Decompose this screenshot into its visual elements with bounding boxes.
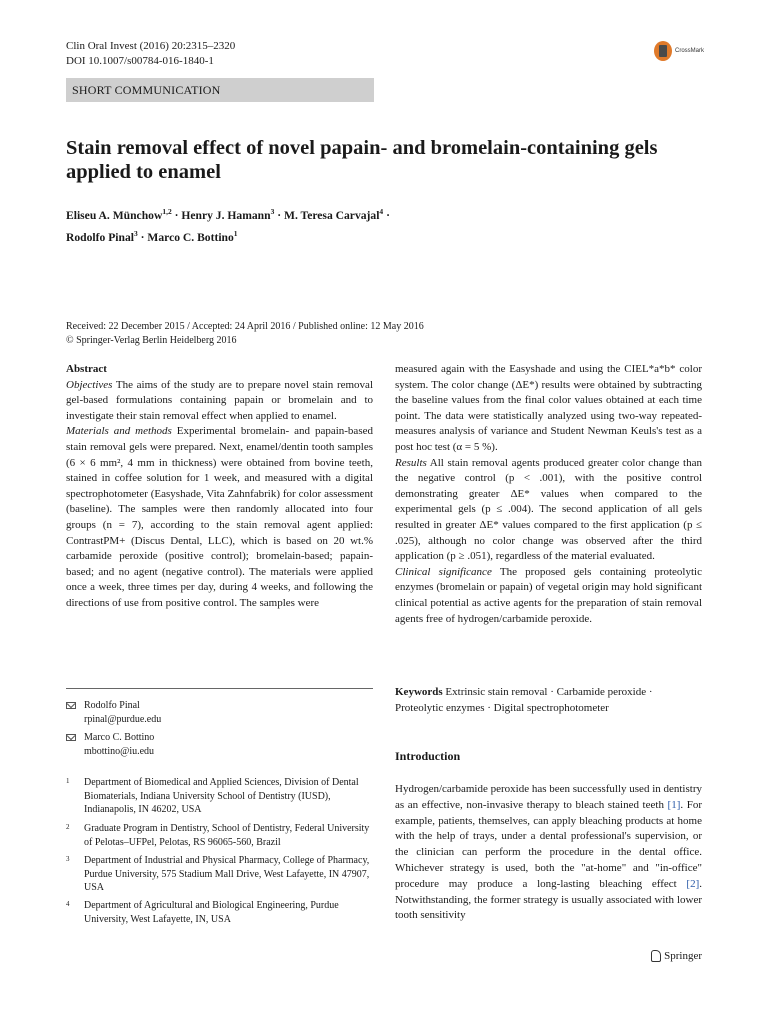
correspondence-name: Marco C. Bottino: [84, 732, 155, 743]
author-separator: ·: [137, 230, 148, 244]
affiliation-number: 1: [66, 777, 70, 785]
author-name[interactable]: M. Teresa Carvajal: [284, 208, 380, 222]
affiliation-text: Graduate Program in Dentistry, School of Dentistry, Federal University of Pelotas–UFPel, Pelotas, RS 96065-560, Brazil: [84, 823, 370, 848]
springer-horse-icon: [651, 950, 661, 962]
keywords-text: Extrinsic stain removal · Carbamide peroxide · Proteolytic enzymes · Digital spectrophotometer: [395, 686, 653, 714]
abstract-results: [395, 456, 702, 565]
author-separator: ·: [274, 208, 284, 222]
affiliation-number: 4: [66, 900, 70, 908]
footnote-divider: [66, 688, 373, 689]
affiliation-item: [66, 899, 373, 926]
objectives-text: The aims of the study are to prepare novel stain removal gel-based formulations containing papain or bromelain and to investigate their stain removal effect when applied to enamel.: [66, 378, 373, 422]
citation-link[interactable]: [1]: [667, 798, 681, 811]
author-affil-sup: 1,2: [162, 207, 172, 216]
methods-label: Materials and methods: [66, 425, 172, 438]
author-name[interactable]: Henry J. Hamann: [181, 208, 271, 222]
abstract-objectives: [66, 378, 373, 425]
abstract-column-left: [66, 362, 373, 612]
author-separator: ·: [383, 208, 390, 222]
author-affil-sup: 4: [379, 207, 384, 216]
correspondence-item: [66, 731, 154, 758]
author-affil-sup: 1: [233, 228, 238, 238]
correspondence-email[interactable]: rpinal@purdue.edu: [84, 713, 162, 725]
clinical-significance-label: Clinical significance: [395, 565, 492, 578]
clinical-significance-text: The proposed gels containing proteolytic enzymes (bromelain or papain) of vegetal origin may hold significant clinical potential as active agents for the preparation of stain removal agents free of hydrogen/carbamide peroxide.: [395, 565, 702, 625]
correspondence-email[interactable]: mbottino@iu.edu: [84, 745, 155, 757]
introduction-paragraph: [395, 782, 702, 924]
crossmark-label: CrossMark: [674, 48, 704, 54]
affiliation-text: Department of Biomedical and Applied Sciences, Division of Dental Biomaterials, Indiana University School of Dentistry (IUSD), Indianapolis, IN 46202, USA: [84, 777, 359, 815]
author-separator: ·: [171, 208, 182, 222]
correspondence-name: Rodolfo Pinal: [84, 700, 140, 711]
abstract-column-right: [395, 362, 702, 627]
affiliation-text: Department of Agricultural and Biological Engineering, Purdue University, West Lafayette, IN, USA: [84, 900, 339, 925]
author-name[interactable]: Marco C. Bottino: [147, 230, 234, 244]
crossmark-icon: [654, 41, 672, 61]
journal-header: [66, 39, 235, 69]
intro-text: Hydrogen/carbamide peroxide has been successfully used in dentistry as an effective, non-invasive therapy to bleach stained teeth: [395, 783, 702, 811]
results-label: Results: [395, 456, 427, 469]
author-list: [66, 203, 686, 247]
envelope-icon: [66, 702, 76, 709]
intro-text: . For example, patients, themselves, can apply bleaching products at home with the help of trays, under a dental professional's supervision, or the clinician can perform the procedure in the dental office. Whichever strategy is used, both the "at-home" and "in-office" procedure may produce a long-lasting bleaching effect: [395, 798, 703, 890]
keywords: [395, 684, 702, 716]
article-title: Stain removal effect of novel papain- and bromelain-containing gels applied to enamel: [66, 137, 658, 183]
journal-citation: Clin Oral Invest (2016) 20:2315–2320: [66, 40, 236, 52]
abstract-heading: Abstract: [66, 363, 107, 375]
objectives-label: Objectives: [66, 378, 113, 391]
correspondence-item: [66, 699, 161, 726]
article-type-banner: SHORT COMMUNICATION: [66, 78, 374, 102]
publisher-logo: [651, 950, 702, 962]
affiliation-item: [66, 822, 373, 849]
abstract-methods: [66, 424, 373, 611]
publication-dates: [66, 320, 424, 347]
abstract-clinical-significance: [395, 565, 702, 627]
affiliation-number: 2: [66, 823, 70, 831]
affiliation-text: Department of Industrial and Physical Pharmacy, College of Pharmacy, Purdue University, 575 Stadium Mall Drive, West Lafayette, IN 47907, USA: [84, 855, 370, 893]
author-name[interactable]: Rodolfo Pinal: [66, 230, 134, 244]
abstract-methods-cont: measured again with the Easyshade and using the CIEL*a*b* color system. The color change (ΔE*) results were obtained by subtracting the baseline values from the final color values obtained at each time point. The data were statistically analyzed using two-way repeated-measures analysis of variance and Student Newman Keuls's test as a post hoc test (α = 5 %).: [395, 363, 702, 453]
author-affil-sup: 3: [133, 228, 138, 238]
author-name[interactable]: Eliseu A. Münchow: [66, 208, 163, 222]
crossmark-badge[interactable]: [654, 41, 704, 61]
affiliation-item: [66, 776, 373, 817]
received-accepted-published: Received: 22 December 2015 / Accepted: 24 April 2016 / Published online: 12 May 2016: [66, 321, 424, 332]
citation-link[interactable]: [2]: [686, 877, 700, 890]
results-text: All stain removal agents produced greater color change than the negative control (p < .001), with the positive control demonstrating greater ΔE* values when compared to the experimental gels (p ≤ .004). The second application of all gels resulted in greater ΔE* values compared to the first application (p ≤ .025), although no color change was observed after the third application (p ≥ .051), regardless of the material evaluated.: [395, 456, 702, 563]
publisher-name: Springer: [664, 950, 702, 962]
copyright: © Springer-Verlag Berlin Heidelberg 2016: [66, 334, 237, 346]
affiliation-number: 3: [66, 855, 70, 863]
keywords-label: Keywords: [395, 686, 443, 698]
author-affil-sup: 3: [270, 207, 275, 216]
affiliation-item: [66, 854, 373, 895]
intro-text: . Notwithstanding, the former strategy is usually associated with lower tooth sensitivity: [395, 877, 702, 922]
methods-text: Experimental bromelain- and papain-based stain removal gels were prepared. Next, enamel/dentin tooth samples (6 × 6 mm², 4 mm in thickness) were obtained from bovine teeth, stained in coffee solution for 1 week, and measured with a digital spectrophotometer (Easyshade, Vita Zahnfabrik) for color assessment (baseline). The samples were then randomly allocated into four groups (n = 7), according to the stain removal agent applied: ContrastPM+ (Discus Dental, LLC), which is based on 20 wt.% carbamide peroxide (positive control); bromelain-based; papain-based; and no agent (negative control). The materials were applied once a week, three times per day, during 4 weeks, and following the directions of use from positive control. The samples were: [66, 425, 373, 609]
introduction-heading: Introduction: [395, 749, 461, 763]
doi[interactable]: DOI 10.1007/s00784-016-1840-1: [66, 55, 214, 67]
envelope-icon: [66, 734, 76, 741]
